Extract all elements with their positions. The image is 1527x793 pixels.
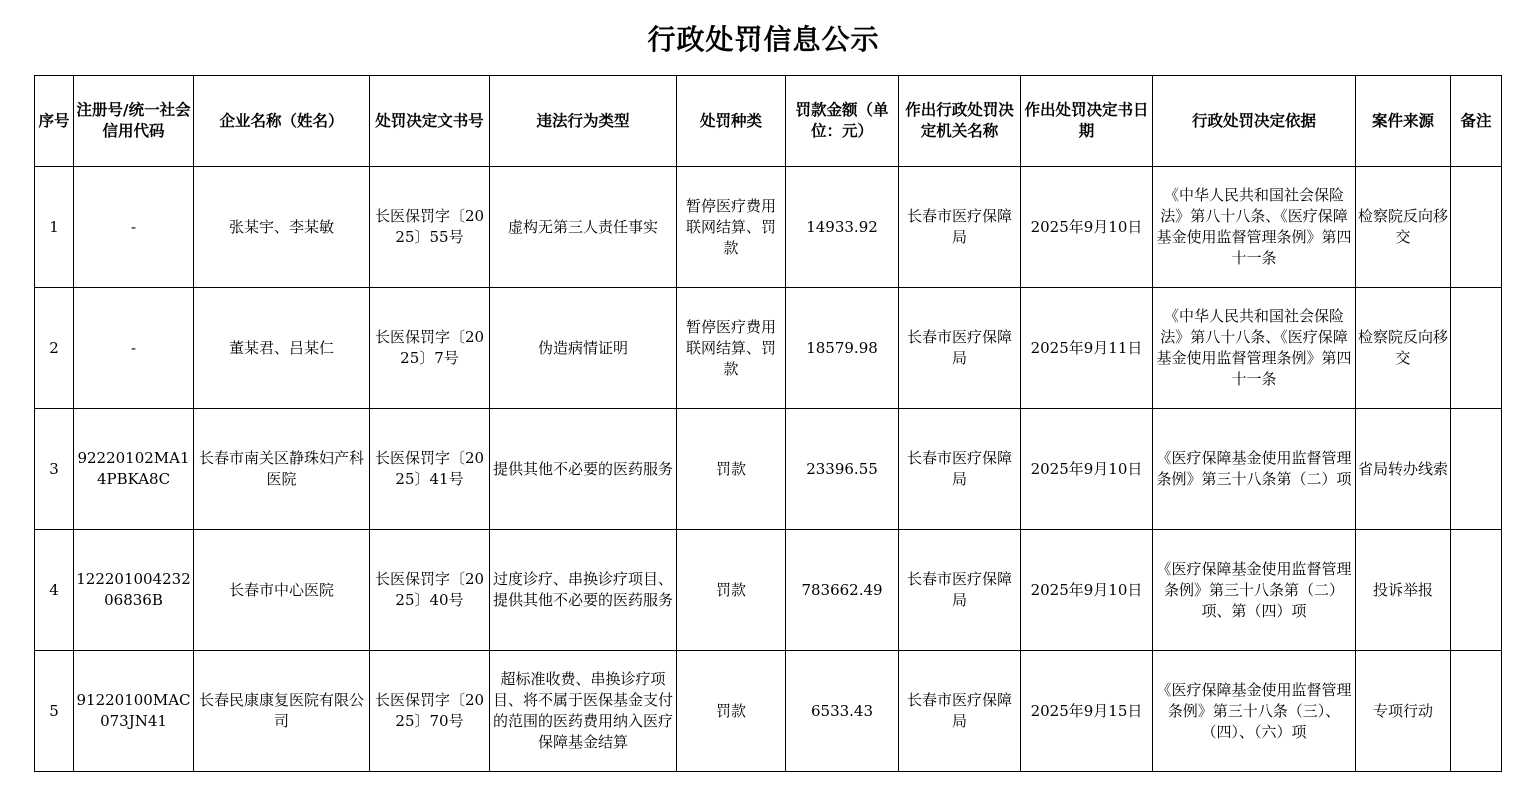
table-row bbox=[35, 288, 1502, 409]
cell-authority: 长春市医疗保障局 bbox=[899, 167, 1021, 288]
cell-doc-no: 长医保罚字〔2025〕41号 bbox=[370, 409, 490, 530]
cell-remark bbox=[1451, 167, 1502, 288]
cell-authority: 长春市医疗保障局 bbox=[899, 409, 1021, 530]
header-basis: 行政处罚决定依据 bbox=[1153, 76, 1356, 167]
cell-reg-no: - bbox=[74, 167, 194, 288]
cell-reg-no: 12220100423206836B bbox=[74, 530, 194, 651]
header-remark: 备注 bbox=[1451, 76, 1502, 167]
header-amount: 罚款金额（单位：元） bbox=[786, 76, 899, 167]
cell-date: 2025年9月15日 bbox=[1021, 651, 1153, 772]
cell-name: 董某君、吕某仁 bbox=[194, 288, 370, 409]
cell-reg-no: - bbox=[74, 288, 194, 409]
header-seq: 序号 bbox=[35, 76, 74, 167]
cell-name: 长春市南关区静珠妇产科医院 bbox=[194, 409, 370, 530]
header-name: 企业名称（姓名） bbox=[194, 76, 370, 167]
cell-remark bbox=[1451, 530, 1502, 651]
cell-name: 张某宇、李某敏 bbox=[194, 167, 370, 288]
cell-violation: 提供其他不必要的医药服务 bbox=[490, 409, 677, 530]
cell-date: 2025年9月11日 bbox=[1021, 288, 1153, 409]
table-row bbox=[35, 167, 1502, 288]
cell-doc-no: 长医保罚字〔2025〕7号 bbox=[370, 288, 490, 409]
cell-basis: 《医疗保障基金使用监督管理条例》第三十八条第（二）项 bbox=[1153, 409, 1356, 530]
header-penalty-type: 处罚种类 bbox=[677, 76, 786, 167]
header-reg-no: 注册号/统一社会信用代码 bbox=[74, 76, 194, 167]
cell-remark bbox=[1451, 288, 1502, 409]
table-row bbox=[35, 409, 1502, 530]
header-source: 案件来源 bbox=[1356, 76, 1451, 167]
cell-name: 长春民康康复医院有限公司 bbox=[194, 651, 370, 772]
cell-remark bbox=[1451, 409, 1502, 530]
cell-doc-no: 长医保罚字〔2025〕55号 bbox=[370, 167, 490, 288]
cell-reg-no: 92220102MA14PBKA8C bbox=[74, 409, 194, 530]
header-doc-no: 处罚决定文书号 bbox=[370, 76, 490, 167]
cell-amount: 6533.43 bbox=[786, 651, 899, 772]
cell-source: 省局转办线索 bbox=[1356, 409, 1451, 530]
cell-remark bbox=[1451, 651, 1502, 772]
cell-authority: 长春市医疗保障局 bbox=[899, 288, 1021, 409]
table-body bbox=[35, 167, 1502, 772]
cell-basis: 《中华人民共和国社会保险法》第八十八条、《医疗保障基金使用监督管理条例》第四十一条 bbox=[1153, 167, 1356, 288]
table-row bbox=[35, 651, 1502, 772]
cell-source: 检察院反向移交 bbox=[1356, 167, 1451, 288]
penalty-table bbox=[34, 75, 1502, 772]
cell-source: 专项行动 bbox=[1356, 651, 1451, 772]
cell-violation: 伪造病情证明 bbox=[490, 288, 677, 409]
cell-penalty-type: 罚款 bbox=[677, 409, 786, 530]
cell-date: 2025年9月10日 bbox=[1021, 167, 1153, 288]
cell-name: 长春市中心医院 bbox=[194, 530, 370, 651]
table-header bbox=[35, 76, 1502, 167]
header-date: 作出处罚决定书日期 bbox=[1021, 76, 1153, 167]
cell-penalty-type: 罚款 bbox=[677, 530, 786, 651]
cell-penalty-type: 暂停医疗费用联网结算、罚款 bbox=[677, 288, 786, 409]
cell-violation: 过度诊疗、串换诊疗项目、提供其他不必要的医药服务 bbox=[490, 530, 677, 651]
cell-amount: 18579.98 bbox=[786, 288, 899, 409]
cell-authority: 长春市医疗保障局 bbox=[899, 651, 1021, 772]
cell-seq: 3 bbox=[35, 409, 74, 530]
cell-basis: 《医疗保障基金使用监督管理条例》第三十八条（三）、（四）、（六）项 bbox=[1153, 651, 1356, 772]
cell-source: 检察院反向移交 bbox=[1356, 288, 1451, 409]
cell-amount: 14933.92 bbox=[786, 167, 899, 288]
table-row bbox=[35, 530, 1502, 651]
cell-doc-no: 长医保罚字〔2025〕70号 bbox=[370, 651, 490, 772]
cell-seq: 1 bbox=[35, 167, 74, 288]
cell-reg-no: 91220100MAC073JN41 bbox=[74, 651, 194, 772]
cell-amount: 783662.49 bbox=[786, 530, 899, 651]
cell-seq: 2 bbox=[35, 288, 74, 409]
page-title: 行政处罚信息公示 bbox=[647, 23, 880, 56]
cell-penalty-type: 罚款 bbox=[677, 651, 786, 772]
header-violation: 违法行为类型 bbox=[490, 76, 677, 167]
cell-seq: 5 bbox=[35, 651, 74, 772]
cell-date: 2025年9月10日 bbox=[1021, 409, 1153, 530]
cell-doc-no: 长医保罚字〔2025〕40号 bbox=[370, 530, 490, 651]
cell-date: 2025年9月10日 bbox=[1021, 530, 1153, 651]
cell-seq: 4 bbox=[35, 530, 74, 651]
cell-authority: 长春市医疗保障局 bbox=[899, 530, 1021, 651]
cell-basis: 《中华人民共和国社会保险法》第八十八条、《医疗保障基金使用监督管理条例》第四十一条 bbox=[1153, 288, 1356, 409]
cell-basis: 《医疗保障基金使用监督管理条例》第三十八条第（二）项、第（四）项 bbox=[1153, 530, 1356, 651]
header-authority: 作出行政处罚决定机关名称 bbox=[899, 76, 1021, 167]
cell-violation: 超标准收费、串换诊疗项目、将不属于医保基金支付的范围的医药费用纳入医疗保障基金结算 bbox=[490, 651, 677, 772]
cell-penalty-type: 暂停医疗费用联网结算、罚款 bbox=[677, 167, 786, 288]
cell-amount: 23396.55 bbox=[786, 409, 899, 530]
cell-source: 投诉举报 bbox=[1356, 530, 1451, 651]
cell-violation: 虚构无第三人责任事实 bbox=[490, 167, 677, 288]
header-row bbox=[35, 76, 1502, 167]
